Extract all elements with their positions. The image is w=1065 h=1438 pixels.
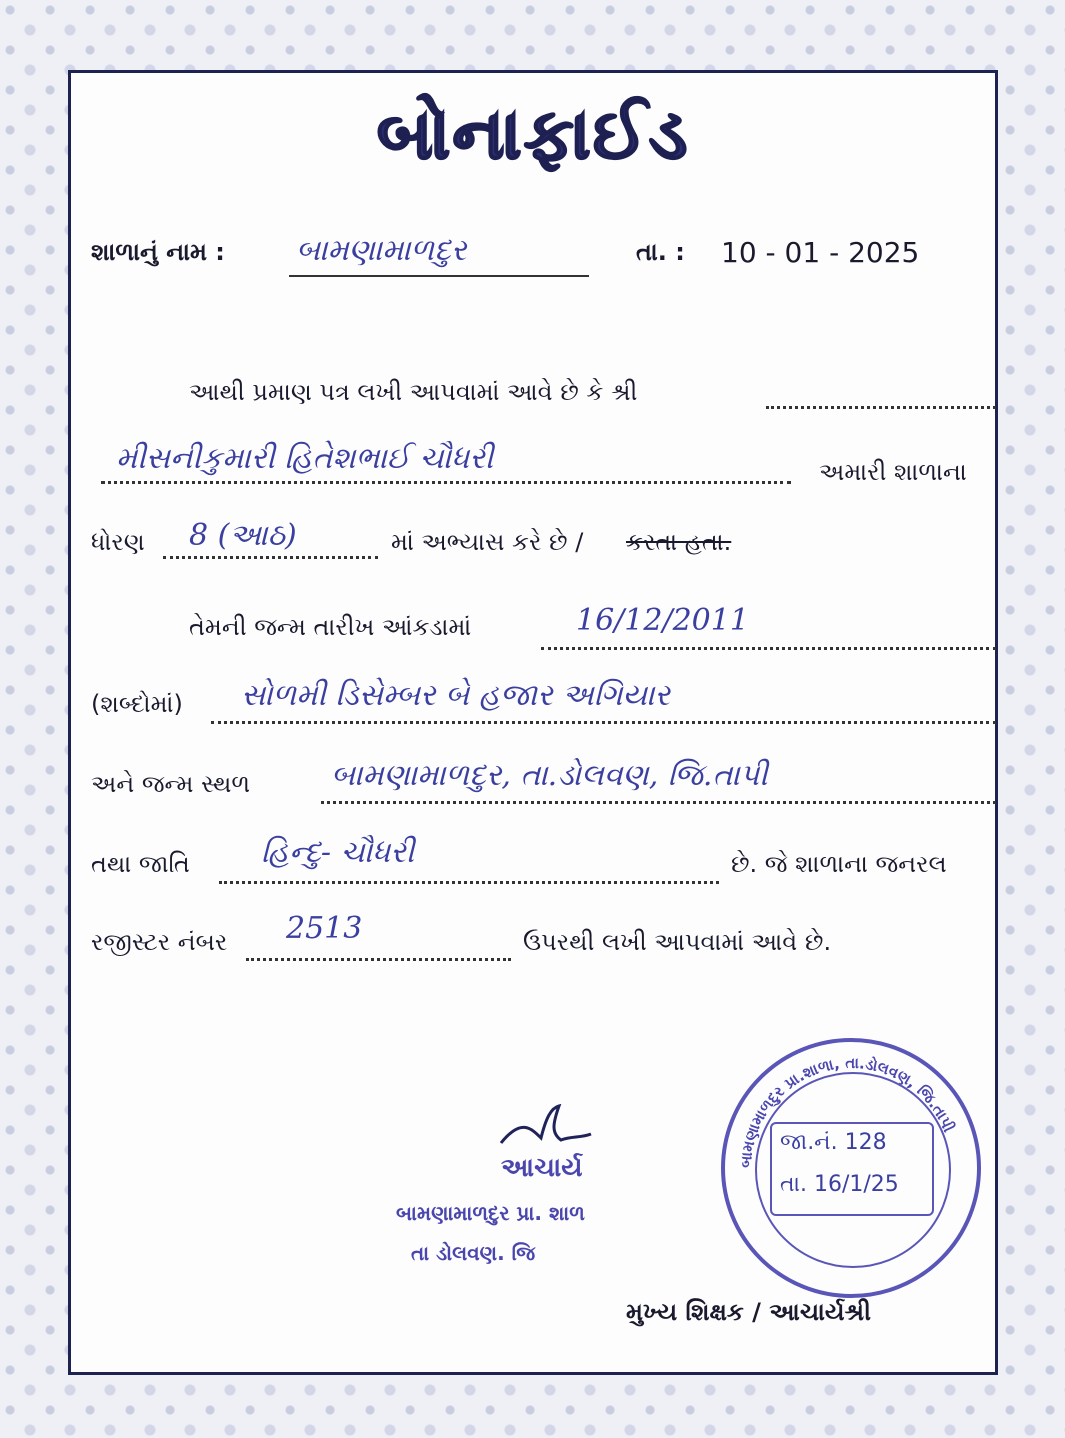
caste-value: હિન્દુ- ચૌધરી [261,835,415,870]
certificate-title: બોનાફાઈડ [376,93,690,175]
date-value: 10 - 01 - 2025 [721,236,920,269]
dob-in-words: સોળમી ડિસેમ્બર બે હજાર અગિયાર [241,678,670,713]
standard-value: 8 (આઠ) [189,518,297,553]
our-school-text: અમારી શાળાના [819,458,967,486]
birthplace-value: બામણામાળદુર, તા.ડોલવણ, જિ.તાપી [331,758,768,793]
caste-label: તથા જાતિ [91,850,190,878]
standard-label: ધોરણ [91,528,145,556]
school-name-value: બામણામાળદુર [296,233,467,268]
stamp-inward-row: જા.નં. 128 [780,1130,887,1155]
dotted-line [246,958,511,961]
dob-label: તેમની જન્મ તારીખ આંકડામાં [189,613,472,641]
register-number-value: 2513 [286,911,363,946]
stamp-date-row: તા. 16/1/25 [780,1172,899,1197]
in-words-label: (શબ્દોમાં) [91,690,183,718]
dotted-line [211,721,996,724]
struck-text: કરતા હતા. [626,528,732,556]
seal-title: આચાર્ય [501,1153,583,1183]
round-stamp [721,1038,981,1298]
dotted-line [766,406,996,409]
seal-taluka-line: તા ડોલવણ. જિ [411,1241,536,1265]
school-name-underline [289,275,589,277]
certify-text: આથી પ્રમાણ પત્ર લખી આપવામાં આવે છે કે શ્રી [189,378,638,406]
signature-graphic [491,1098,601,1158]
school-name-label: શાળાનું નામ : [91,238,225,266]
dob-value: 16/12/2011 [576,603,749,638]
register-number-label: રજીસ્ટર નંબર [91,928,228,956]
signatory-label: મુખ્ય શિક્ષક / આચાર્યશ્રી [626,1298,871,1326]
issued-from-text: ઉપરથી લખી આપવામાં આવે છે. [523,928,832,956]
studying-text: માં અભ્યાસ કરે છે / [391,528,584,556]
svg-text:બામણામાળદુર પ્રા.શાળા, તા.ડોલવ: બામણામાળદુર પ્રા.શાળા, તા.ડોલવણ, જિ.તાપી [736,1053,958,1169]
birthplace-label: અને જન્મ સ્થળ [91,770,251,798]
dotted-line [101,481,791,484]
date-label: તા. : [636,238,685,266]
dotted-line [219,881,719,884]
dotted-line [163,556,378,559]
dotted-line [321,801,996,804]
general-register-text: છે. જે શાળાના જનરલ [731,850,947,878]
student-name: મીસનીકુમારી હિતેશભાઈ ચૌધરી [116,441,494,476]
seal-school-line: બામણામાળદુર પ્રા. શાળ [396,1201,585,1225]
dotted-line [541,647,996,650]
stamp-inward-box [770,1122,934,1216]
bonafide-certificate [68,70,998,1375]
